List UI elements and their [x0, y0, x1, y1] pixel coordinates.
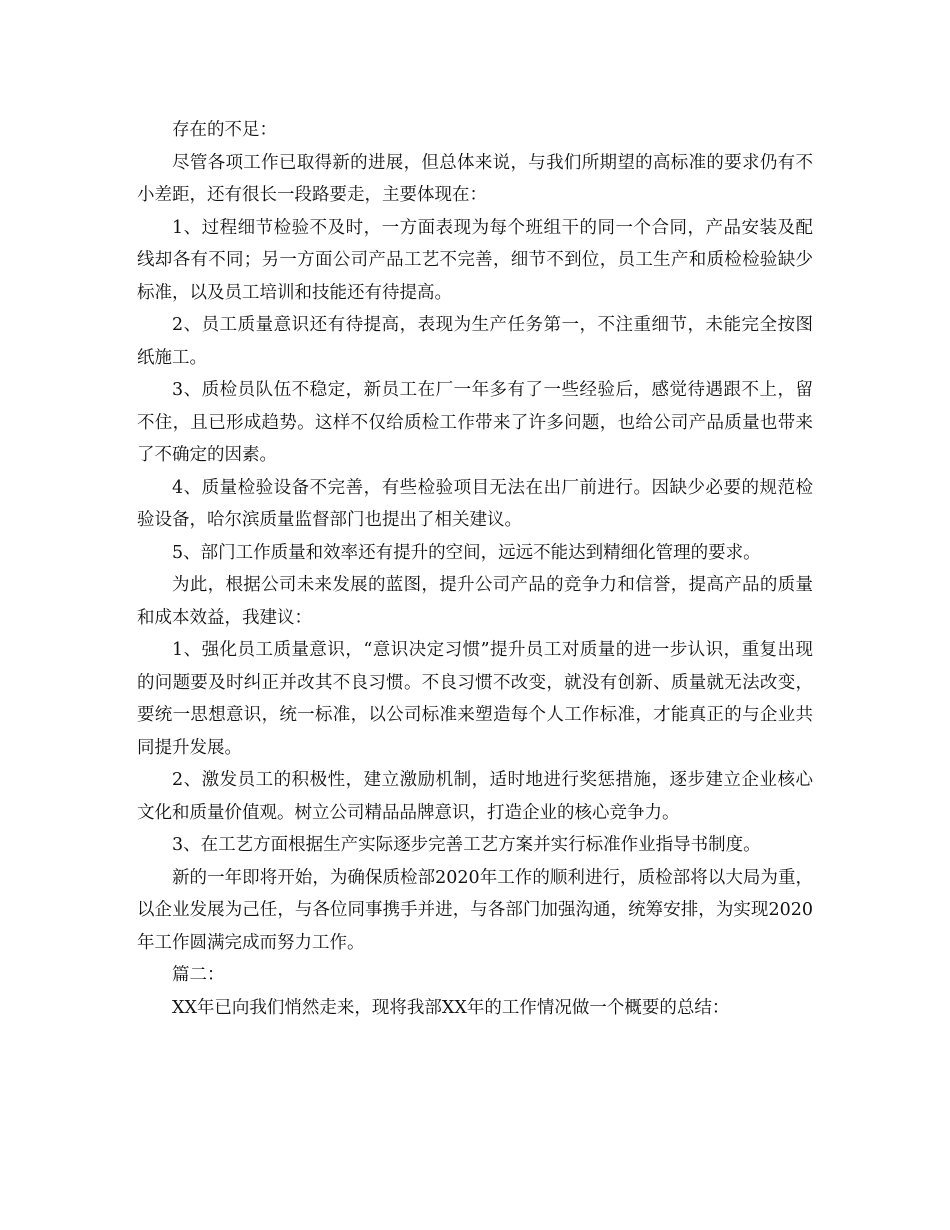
paragraph-outlook: 新的一年即将开始，为确保质检部2020年工作的顺利进行，质检部将以大局为重，以企业发展为己任，与各位同事携手并进，与各部门加强沟通，统筹安排，为实现2020年工作圆满完成而努力工作。 — [137, 867, 813, 953]
paragraph-issue-5: 5、部门工作质量和效率还有提升的空间，远远不能达到精细化管理的要求。 — [172, 542, 761, 563]
paragraph-suggestion-2: 2、激发员工的积极性，建立激励机制，适时地进行奖惩措施，逐步建立企业核心文化和质量价值观。树立公司精品品牌意识，打造企业的核心竞争力。 — [137, 770, 813, 823]
document-body — [137, 114, 813, 1024]
paragraph-issue-2: 2、员工质量意识还有待提高，表现为生产任务第一，不注重细节，未能完全按图纸施工。 — [137, 315, 813, 368]
paragraph-part-two-intro: XX年已向我们悄然走来，现将我部XX年的工作情况做一个概要的总结： — [172, 997, 730, 1018]
paragraph-issue-3: 3、质检员队伍不稳定，新员工在厂一年多有了一些经验后，感觉待遇跟不上，留不住，且已形成趋势。这样不仅给质检工作带来了许多问题，也给公司产品质量也带来了不确定的因素。 — [137, 380, 813, 465]
paragraph-issue-4: 4、质量检验设备不完善，有些检验项目无法在出厂前进行。因缺少必要的规范检验设备，哈尔滨质量监督部门也提出了相关建议。 — [137, 477, 813, 530]
paragraph-overview: 尽管各项工作已取得新的进展，但总体来说，与我们所期望的高标准的要求仍有不小差距，还有很长一段路要走，主要体现在： — [137, 152, 813, 205]
paragraph-suggestion-3: 3、在工艺方面根据生产实际逐步完善工艺方案并实行标准作业指导书制度。 — [172, 835, 761, 855]
paragraph-issue-1: 1、过程细节检验不及时，一方面表现为每个班组干的同一个合同，产品安装及配线却各有不同；另一方面公司产品工艺不完善，细节不到位，员工生产和质检检验缺少标准，以及员工培训和技能还有待提高。 — [137, 217, 813, 303]
section-heading-shortcomings: 存在的不足： — [172, 120, 277, 140]
section-heading-part-two: 篇二： — [172, 965, 225, 985]
paragraph-suggestion-1: 1、强化员工质量意识，“意识决定习惯”提升员工对质量的进一步认识，重复出现的问题要及时纠正并改其不良习惯。不良习惯不改变，就没有创新、质量就无法改变，要统一思想意识，统一标准，以公司标准来塑造每个人工作标准，才能真正的与企业共同提升发展。 — [137, 640, 813, 758]
paragraph-suggestion-intro: 为此，根据公司未来发展的蓝图，提升公司产品的竞争力和信誉，提高产品的质量和成本效益，我建议： — [137, 575, 813, 628]
